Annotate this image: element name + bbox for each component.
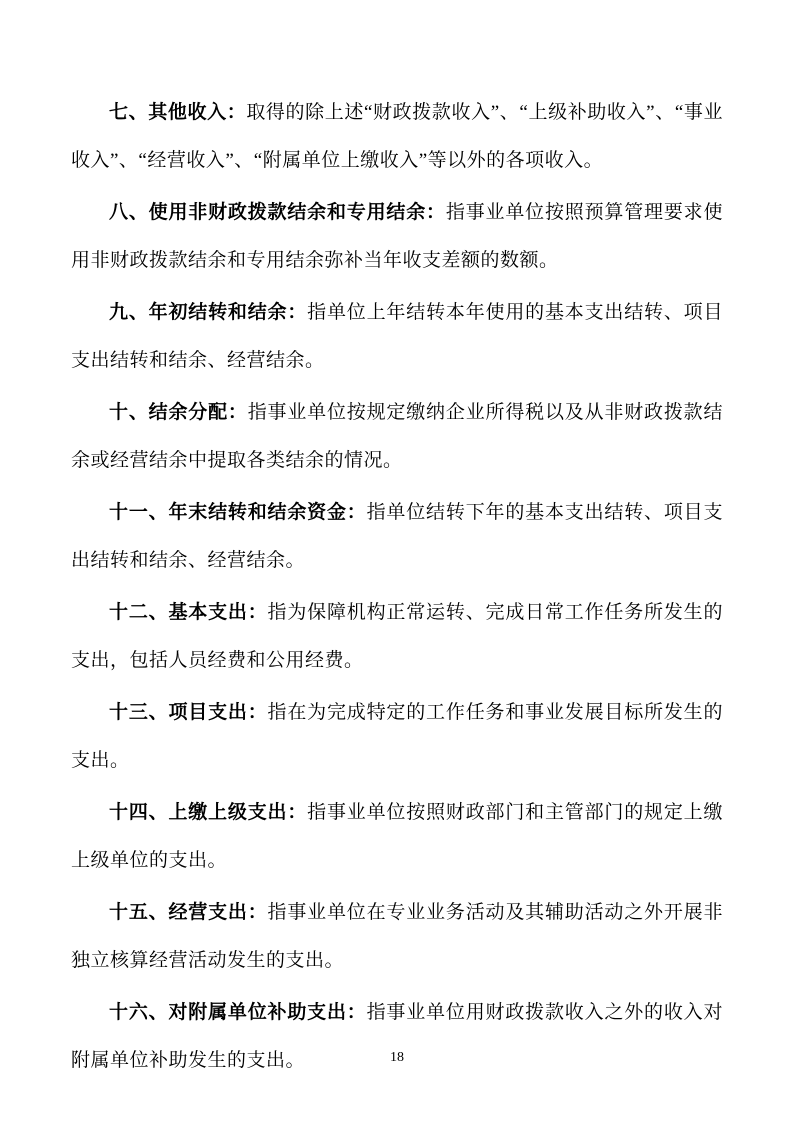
- definition-text: 指事业单位在专业业务活动及其辅助活动之外开展非独立核算经营活动发生的支出。: [71, 902, 723, 971]
- definition-paragraph: [71, 389, 723, 485]
- definition-paragraph: [71, 789, 723, 885]
- definition-paragraph: [71, 289, 723, 385]
- term-label: 十四、上缴上级支出：: [109, 802, 308, 823]
- term-label: 十五、经营支出：: [109, 902, 268, 923]
- term-label: 十二、基本支出：: [109, 602, 268, 623]
- definition-paragraph: [71, 689, 723, 785]
- page-number: 18: [390, 1050, 404, 1065]
- definition-text: 取得的除上述“财政拨款收入”、“上级补助收入”、“事业收入”、“经营收入”、“附属单位上缴收入”等以外的各项收入。: [71, 102, 723, 171]
- definition-text: 指事业单位按照预算管理要求使用非财政拨款结余和专用结余弥补当年收支差额的数额。: [71, 202, 723, 271]
- definition-text: 指单位上年结转本年使用的基本支出结转、项目支出结转和结余、经营结余。: [71, 302, 723, 371]
- definition-paragraph: [71, 889, 723, 985]
- term-label: 十三、项目支出：: [109, 702, 268, 723]
- term-label: 九、年初结转和结余：: [109, 302, 308, 323]
- definition-text: 指为保障机构正常运转、完成日常工作任务所发生的支出，包括人员经费和公用经费。: [71, 602, 723, 671]
- definition-text: 指在为完成特定的工作任务和事业发展目标所发生的支出。: [71, 702, 723, 771]
- definition-text: 指事业单位按规定缴纳企业所得税以及从非财政拨款结余或经营结余中提取各类结余的情况。: [71, 402, 723, 471]
- term-label: 七、其他收入：: [109, 102, 247, 123]
- definition-paragraph: [71, 989, 723, 1085]
- term-label: 十一、年末结转和结余资金：: [109, 502, 367, 523]
- term-label: 十六、对附属单位补助支出：: [109, 1002, 367, 1023]
- definition-text: 指单位结转下年的基本支出结转、项目支出结转和结余、经营结余。: [71, 502, 723, 571]
- definition-paragraph: [71, 89, 723, 185]
- term-label: 八、使用非财政拨款结余和专用结余：: [109, 202, 446, 223]
- definition-paragraph: [71, 189, 723, 285]
- definition-text: 指事业单位用财政拨款收入之外的收入对附属单位补助发生的支出。: [71, 1002, 723, 1071]
- definition-text: 指事业单位按照财政部门和主管部门的规定上缴上级单位的支出。: [71, 802, 723, 871]
- definition-paragraph: [71, 489, 723, 585]
- definition-paragraph: [71, 589, 723, 685]
- term-label: 十、结余分配：: [109, 402, 248, 423]
